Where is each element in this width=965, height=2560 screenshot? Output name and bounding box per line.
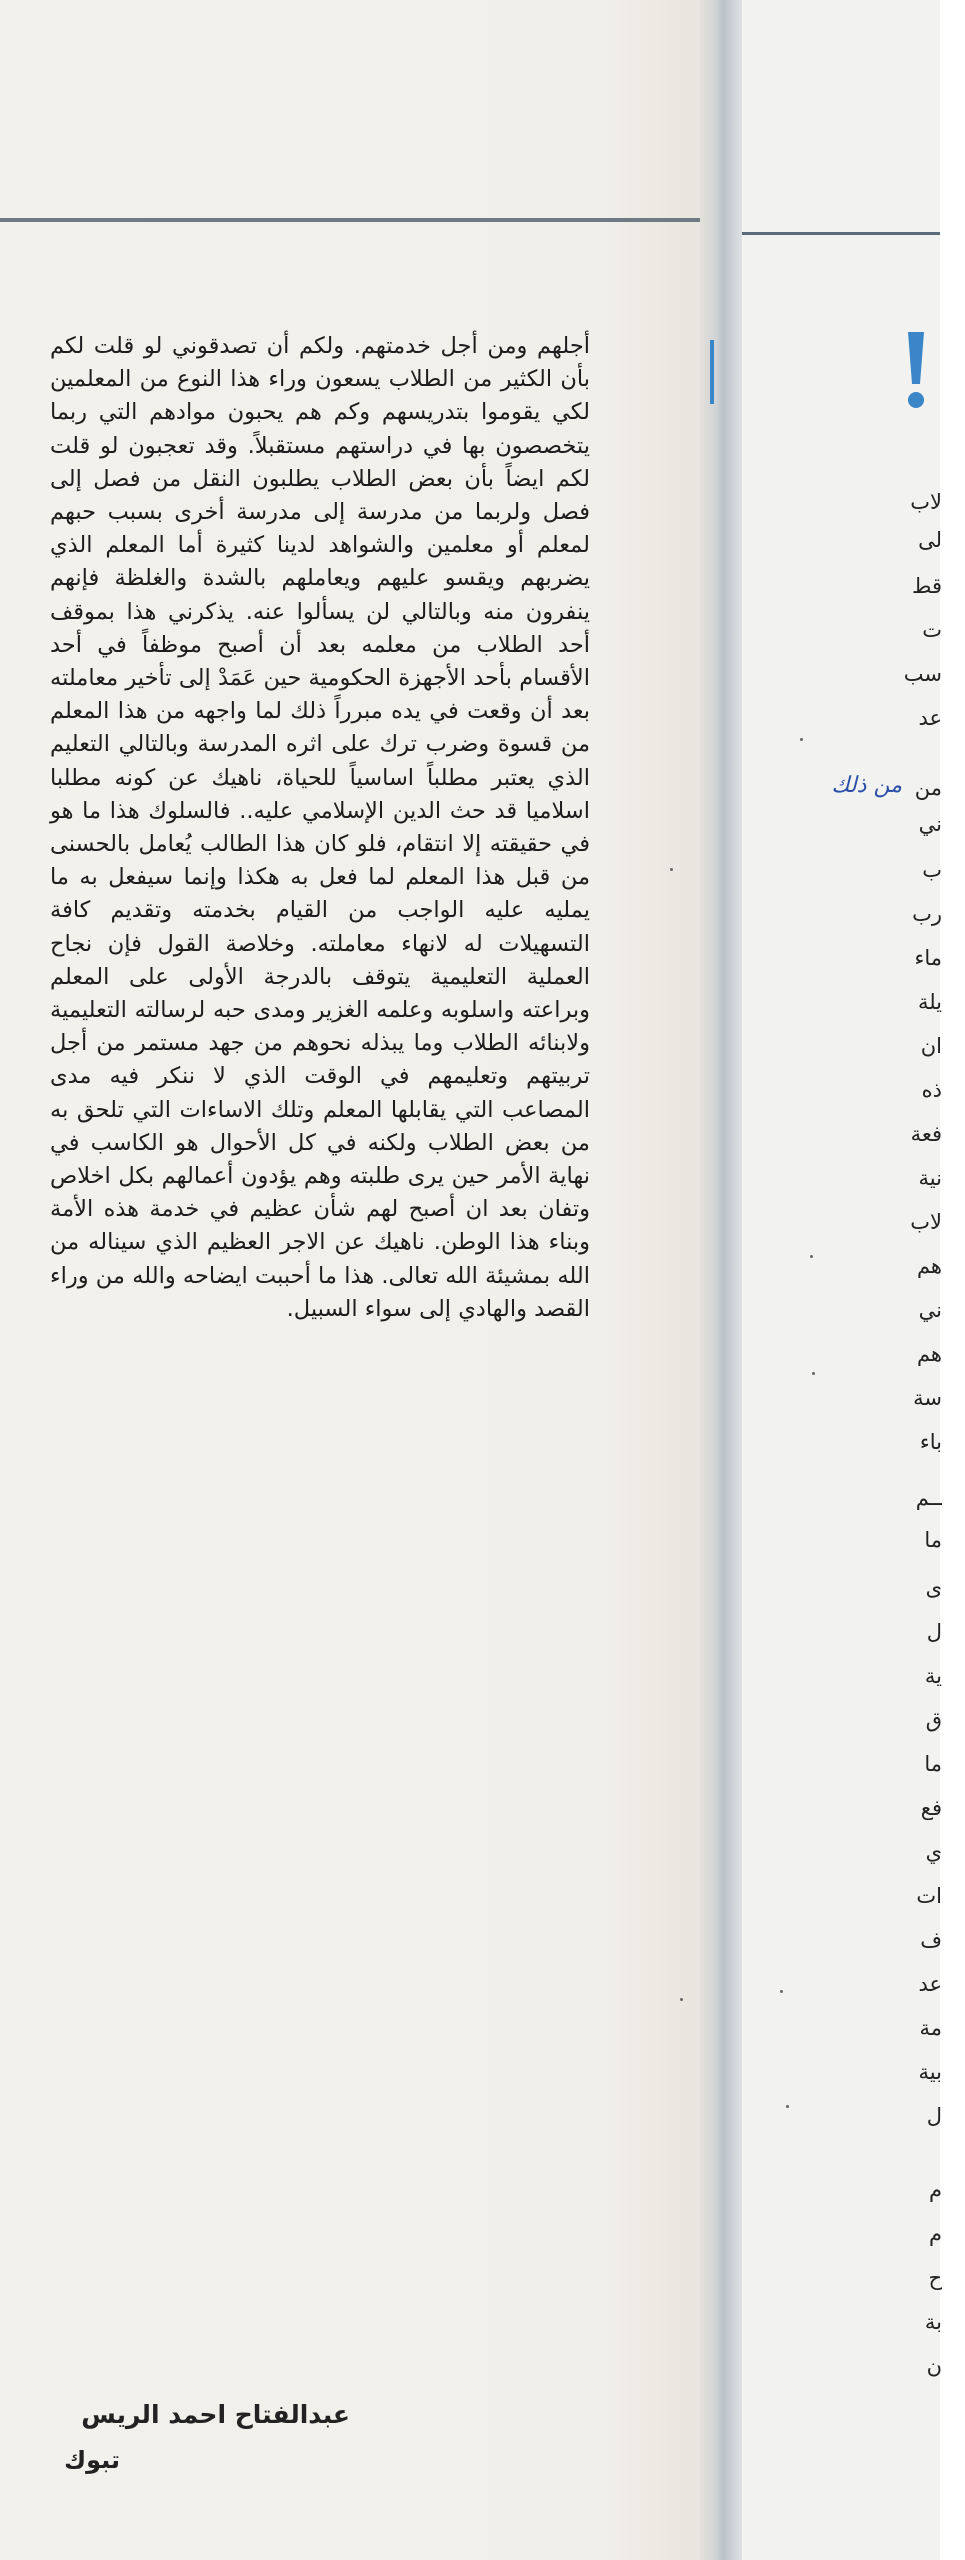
right-page-fragment: بية xyxy=(918,2060,942,2084)
article-body: أجلهم ومن أجل خدمتهم. ولكم أن تصدقوني لو قلت لكم بأن الكثير من الطلاب يسعون وراء هذا النوع من المعلمين لكي يقوموا بتدريسهم وكم هم يحبون موادهم التي ربما يتخصصون بها في دراستهم مستقبلاً. وقد تعجبون لو قلت لكم ايضاً بأن بعض الطلاب يطلبون النقل من فصل إلى فصل ولربما من مدرسة إلى مدرسة أخرى بسبب حبهم لمعلم أو معلمين والشواهد لدينا كثيرة أما المعلم الذي يضربهم ويقسو عليهم ويعاملهم بالشدة والغلظة فإنهم ينفرون منه وبالتالي لن يسألوا عنه. يذكرني هذا بموقف أحد الطلاب من معلمه بعد أن أصبح موظفاً في أحد الأقسام بأحد الأجهزة الحكومية حين عَمَدْ إلى تأخير معاملته بعد أن وقعت في يده مبرراً ذلك لما واجهه من هذا المعلم من قسوة وضرب ترك على اثره المدرسة وبالتالي التعليم الذي يعتبر مطلباً اساسياً للحياة، ناهيك عن كونه مطلبا اسلاميا قد حث الدين الإسلامي عليه.. فالسلوك هذا ما هو في حقيقته إلا انتقام، فلو كان هذا الطالب يُعامل بالحسنى من قبل هذا المعلم لما فعل به هكذا وإنما سيفعل به ما يمليه عليه الواجب من القيام بخدمته وتقديم كافة التسهيلات له لانهاء معاملته. وخلاصة القول فإن نجاح العملية التعليمية يتوقف بالدرجة الأولى على المعلم وبراعته واسلوبه وعلمه الغزير ومدى حبه لرسالته التعليمية ولابنائه الطلاب وما يبذله نحوهم من جهد مستمر من أجل تربيتهم وتعليمهم في الوقت الذي لا ننكر فيه مدى المصاعب التي يقابلها المعلم وتلك الاساءات التي تلحق به من بعض الطلاب ولكنه في كل الأحوال هو الكاسب في نهاية الأمر حين يرى طلبته وهم يؤدون أعمالهم بكل اخلاص وتفان بعد ان أصبح لهم شأن عظيم في خدمة هذه الأمة وبناء هذا الوطن. ناهيك عن الاجر العظيم الذي سيناله من الله بمشيئة الله تعالى. هذا ما أحببت ايضاحه والله من وراء القصد والهادي إلى سواء السبيل. xyxy=(50,333,590,1322)
right-page-fragment: ل xyxy=(926,2104,942,2128)
blue-margin-mark xyxy=(710,340,714,404)
right-page-fragment: رب xyxy=(912,902,942,926)
article-column xyxy=(50,330,590,1326)
right-page-fragment: م xyxy=(928,2222,942,2246)
right-page-fragment: ق xyxy=(925,1708,942,1732)
right-page-fragment: ني xyxy=(918,1298,942,1322)
right-page-fragment: لاب xyxy=(910,490,942,514)
right-page-fragment: ح xyxy=(928,2266,942,2290)
top-rule xyxy=(0,218,712,222)
right-page-fragment: لى xyxy=(918,528,942,552)
right-page-fragment: ان xyxy=(920,1034,942,1058)
right-page-fragment: ماء xyxy=(914,946,942,970)
right-page-fragment: نية xyxy=(918,1166,942,1190)
handwritten-note: من ذلك xyxy=(831,773,902,798)
exclamation-icon xyxy=(896,326,936,416)
right-page-fragment: فعة xyxy=(910,1122,942,1146)
right-page-fragment: ن xyxy=(926,2354,942,2378)
right-page-fragment: بة xyxy=(924,2310,942,2334)
right-page-fragment: ي xyxy=(925,1840,942,1864)
right-page-rule xyxy=(742,232,940,235)
paper-speck xyxy=(780,1990,783,1993)
right-page-fragment: ت xyxy=(922,618,942,642)
paper-speck xyxy=(680,1998,683,2001)
right-page-fragment: عد xyxy=(918,706,942,730)
page-gutter xyxy=(700,0,742,2560)
paper-speck xyxy=(786,2105,789,2108)
right-page-fragment: ل xyxy=(926,1620,942,1644)
right-page-fragment: يلة xyxy=(917,990,942,1014)
right-page-fragment: ما xyxy=(924,1528,942,1552)
right-page-fragment: هم xyxy=(916,1342,942,1366)
right-page-fragment: ب xyxy=(922,858,942,882)
paper-speck xyxy=(810,1255,813,1258)
right-page-fragment: ات xyxy=(916,1884,942,1908)
right-page-fragment: من xyxy=(914,776,942,800)
right-page-fragment: سة xyxy=(913,1386,942,1410)
right-page-fragment: لاب xyxy=(910,1210,942,1234)
paper-speck xyxy=(800,738,803,741)
right-page-fragment: ــم xyxy=(915,1486,942,1510)
right-page-fragment: باء xyxy=(919,1430,942,1454)
right-page-fragment: م xyxy=(928,2178,942,2202)
right-page-fragment: فع xyxy=(920,1796,942,1820)
right-page-fragment: عد xyxy=(918,1972,942,1996)
right-page-fragment: ما xyxy=(924,1752,942,1776)
right-page-fragment: سب xyxy=(903,662,942,686)
author-city: تبوك xyxy=(64,2446,120,2474)
paper-speck xyxy=(670,868,673,871)
right-page-fragment: ية xyxy=(924,1664,942,1688)
right-page-fragment: هم xyxy=(916,1254,942,1278)
right-page-fragment: ذه xyxy=(921,1078,942,1102)
paper-speck xyxy=(812,1372,815,1375)
right-page-fragment: قط xyxy=(912,574,942,598)
right-page-fragment: ى xyxy=(925,1576,942,1600)
right-page-fragment: مة xyxy=(919,2016,942,2040)
right-page-fragment: ف xyxy=(920,1928,942,1952)
right-page-fragment: ني xyxy=(918,812,942,836)
page-edge xyxy=(940,0,965,2560)
author-signature: عبدالفتاح احمد الريس xyxy=(81,2400,350,2429)
